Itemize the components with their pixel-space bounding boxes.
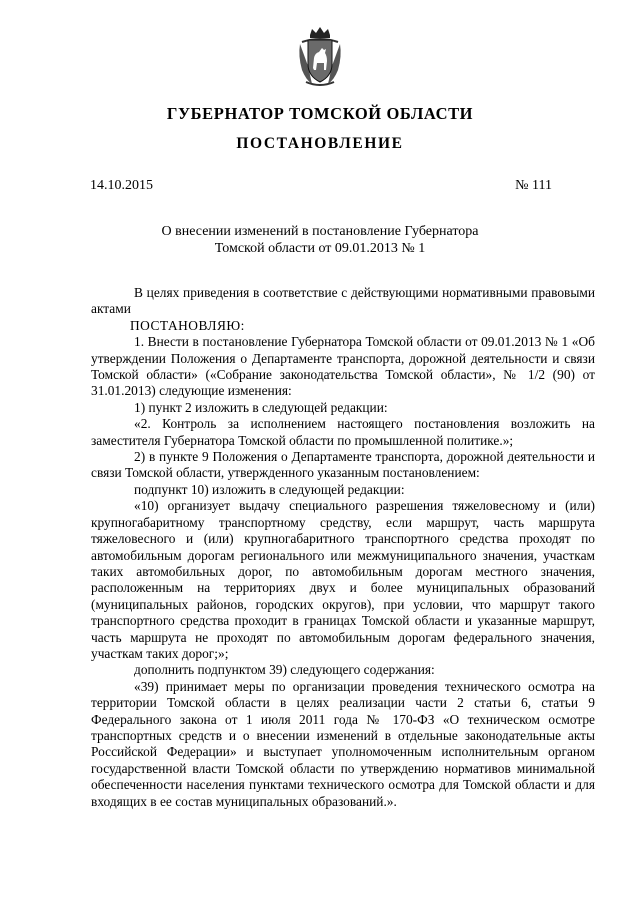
subject-line: О внесении изменений в постановление Губернатора: [161, 224, 479, 239]
document-date: 14.10.2015: [90, 178, 153, 193]
body-paragraph: «10) организует выдачу специального разрешения тяжеловесному и (или) крупногабаритному транспортному средству, если маршрут, часть маршрута тяжеловесного и (или) крупногабаритного транспортного средства проходят по автомобильным дорогам регионального или межмуниципального значения, участкам таких автомобильных дорог, по автомобильным дорогам местного значения, расположенным на территориях двух и более муниципальных образований (муниципальных районов, городских округов), при условии, что маршрут такого транспортного средства проходит в границах Томской области и указанные маршрут, часть маршрута не проходят по автомобильным дорогам федерального значения, участкам таких дорог;»;: [91, 498, 595, 661]
body-paragraph: дополнить подпунктом 39) следующего содержания:: [134, 662, 435, 678]
document-type: ПОСТАНОВЛЕНИЕ: [236, 135, 404, 152]
body-paragraph: «2. Контроль за исполнением настоящего постановления возложить на заместителя Губернатора Томской области по промышленной политике.»;: [91, 416, 595, 448]
document-body: [91, 285, 595, 810]
coat-of-arms-icon: [296, 26, 344, 88]
body-paragraph: 2) в пункте 9 Положения о Департаменте транспорта, дорожной деятельности и связи Томской области, утвержденного указанным постановлением:: [91, 449, 595, 481]
body-paragraph: В целях приведения в соответствие с действующими нормативными правовыми актами: [91, 285, 595, 317]
governor-title: ГУБЕРНАТОР ТОМСКОЙ ОБЛАСТИ: [166, 104, 474, 123]
document-subject: [150, 223, 490, 257]
document-number: № 111: [515, 178, 552, 193]
body-paragraph: 1. Внести в постановление Губернатора Томской области от 09.01.2013 № 1 «Об утверждении Положения о Департаменте транспорта, дорожной деятельности и связи Томской области» («Собрание законодательства Томской области», № 1/2 (90) от 31.01.2013) следующие изменения:: [91, 334, 595, 399]
resolves-heading: ПОСТАНОВЛЯЮ:: [130, 317, 245, 333]
body-paragraph: 1) пункт 2 изложить в следующей редакции:: [134, 399, 388, 415]
body-paragraph: подпункт 10) изложить в следующей редакции:: [134, 481, 405, 497]
body-paragraph: «39) принимает меры по организации проведения технического осмотра на территории Томской области в целях реализации части 2 статьи 6, статьи 9 Федерального закона от 1 июля 2011 года № 170-ФЗ «О техническом осмотре транспортных средств и о внесении изменений в отдельные законодательные акты Российской Федерации» и выступает уполномоченным исполнительным органом государственной власти Томской области по утверждению нормативов минимальной обеспеченности населения пунктами технического осмотра для Томской области и для входящих в ее состав муниципальных образований.».: [91, 678, 595, 809]
subject-line: Томской области от 09.01.2013 № 1: [214, 241, 426, 256]
